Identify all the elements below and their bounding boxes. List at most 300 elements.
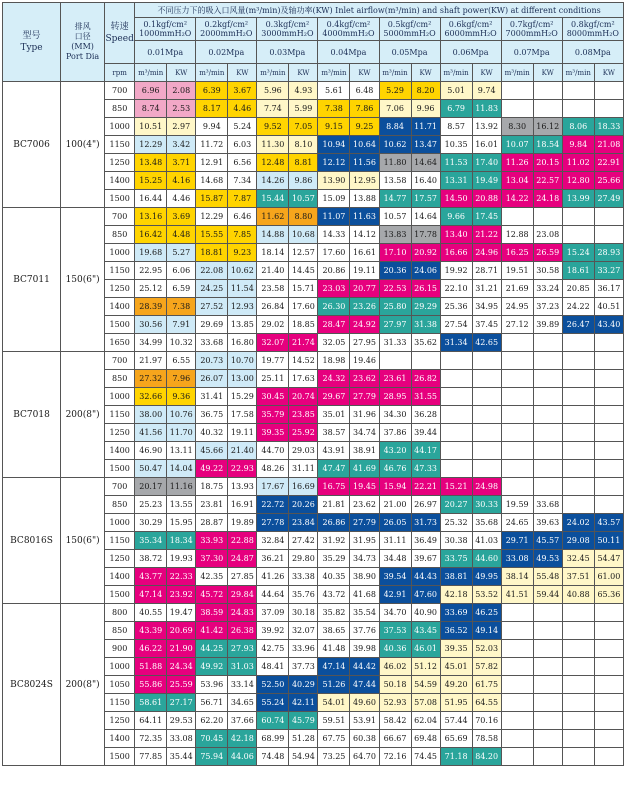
rpm-value: 1150 [105, 262, 135, 280]
flow-value: 25.11 [257, 370, 289, 388]
power-value [472, 442, 501, 460]
flow-value: 15.21 [440, 478, 472, 496]
flow-value: 44.64 [257, 586, 289, 604]
flow-value: 37.09 [257, 604, 289, 622]
flow-value: 38.00 [135, 406, 167, 424]
flow-value: 15.25 [135, 172, 167, 190]
power-value: 21.90 [167, 640, 196, 658]
flow-value: 16.42 [135, 226, 167, 244]
power-unit-header: KW [594, 64, 623, 82]
power-value: 23.62 [350, 496, 379, 514]
flow-value: 62.20 [196, 712, 228, 730]
power-value: 24.18 [533, 190, 562, 208]
flow-value: 46.90 [135, 442, 167, 460]
flow-value: 35.82 [318, 604, 350, 622]
pressure-header [501, 18, 562, 41]
power-value [533, 604, 562, 622]
flow-value: 8.06 [562, 118, 594, 136]
power-value: 49.60 [350, 694, 379, 712]
power-value: 10.68 [289, 226, 318, 244]
power-value: 46.01 [411, 640, 440, 658]
power-value: 39.63 [533, 514, 562, 532]
power-value: 16.61 [350, 244, 379, 262]
type-header [3, 3, 61, 82]
flow-value: 56.71 [196, 694, 228, 712]
flow-value: 48.41 [257, 658, 289, 676]
rpm-value: 1250 [105, 712, 135, 730]
flow-value: 26.47 [562, 316, 594, 334]
flow-value: 54.01 [318, 694, 350, 712]
power-value: 33.96 [289, 640, 318, 658]
power-unit-header: KW [289, 64, 318, 82]
flow-value: 26.07 [196, 370, 228, 388]
flow-value: 13.90 [318, 172, 350, 190]
power-value: 37.23 [533, 298, 562, 316]
flow-value: 49.22 [196, 460, 228, 478]
power-value: 20.92 [411, 244, 440, 262]
power-value: 23.08 [533, 226, 562, 244]
flow-value [562, 478, 594, 496]
power-value: 18.33 [594, 118, 623, 136]
flow-value: 74.48 [257, 748, 289, 766]
power-value [594, 334, 623, 352]
power-value: 42.65 [472, 334, 501, 352]
flow-value: 8.84 [379, 118, 411, 136]
power-value: 43.40 [594, 316, 623, 334]
flow-value: 14.50 [440, 190, 472, 208]
flow-value: 14.26 [257, 172, 289, 190]
power-value: 39.67 [411, 550, 440, 568]
power-value: 57.82 [472, 658, 501, 676]
flow-value [562, 208, 594, 226]
flow-value: 32.05 [318, 334, 350, 352]
power-value: 35.68 [472, 514, 501, 532]
flow-value: 9.15 [318, 118, 350, 136]
power-value: 6.06 [167, 262, 196, 280]
flow-value: 44.70 [257, 442, 289, 460]
flow-value: 25.23 [135, 496, 167, 514]
flow-value: 55.86 [135, 676, 167, 694]
flow-value: 50.18 [379, 676, 411, 694]
power-value: 19.47 [167, 604, 196, 622]
flow-value: 26.86 [318, 514, 350, 532]
power-value: 23.84 [289, 514, 318, 532]
flow-value [440, 442, 472, 460]
flow-value: 29.71 [501, 532, 533, 550]
power-value: 29.80 [289, 550, 318, 568]
power-value: 31.73 [411, 514, 440, 532]
power-unit-header: KW [167, 64, 196, 82]
flow-value: 31.11 [379, 532, 411, 550]
flow-value [501, 712, 533, 730]
power-value: 30.58 [533, 262, 562, 280]
power-value: 36.28 [411, 406, 440, 424]
flow-value: 72.16 [379, 748, 411, 766]
power-value: 46.25 [472, 604, 501, 622]
power-value: 31.95 [350, 532, 379, 550]
rpm-value: 1000 [105, 118, 135, 136]
power-value: 34.73 [350, 550, 379, 568]
flow-value: 11.30 [257, 136, 289, 154]
flow-value: 11.72 [196, 136, 228, 154]
flow-value: 58.61 [135, 694, 167, 712]
power-value: 26.97 [411, 496, 440, 514]
power-value: 22.21 [411, 478, 440, 496]
power-value [533, 352, 562, 370]
power-value: 20.88 [472, 190, 501, 208]
flow-value: 31.34 [440, 334, 472, 352]
flow-value: 60.74 [257, 712, 289, 730]
flow-value: 10.94 [318, 136, 350, 154]
power-value: 29.03 [289, 442, 318, 460]
power-value [594, 352, 623, 370]
rpm-value: 800 [105, 604, 135, 622]
flow-value: 48.26 [257, 460, 289, 478]
rpm-value: 850 [105, 226, 135, 244]
power-value: 33.14 [228, 676, 257, 694]
port-dia: 200(8") [61, 604, 105, 766]
power-value: 38.90 [350, 568, 379, 586]
power-value: 45.57 [533, 532, 562, 550]
flow-unit-header: m³/min [501, 64, 533, 82]
table-row [3, 208, 624, 226]
flow-value [501, 658, 533, 676]
power-value: 64.70 [350, 748, 379, 766]
power-value: 12.57 [289, 244, 318, 262]
power-value: 3.69 [167, 208, 196, 226]
flow-value: 20.73 [196, 352, 228, 370]
power-value: 33.68 [533, 496, 562, 514]
flow-value: 45.01 [440, 658, 472, 676]
power-value: 7.05 [289, 118, 318, 136]
flow-value: 36.21 [257, 550, 289, 568]
flow-value: 8.57 [440, 118, 472, 136]
power-value: 21.08 [594, 136, 623, 154]
flow-value: 51.88 [135, 658, 167, 676]
power-value: 26.38 [228, 622, 257, 640]
flow-value: 24.25 [196, 280, 228, 298]
pressure-header [257, 18, 318, 41]
power-value: 27.42 [289, 532, 318, 550]
power-value: 30.18 [289, 604, 318, 622]
power-value: 9.86 [289, 172, 318, 190]
power-value [594, 100, 623, 118]
flow-value: 32.45 [562, 550, 594, 568]
power-value: 4.48 [167, 226, 196, 244]
flow-value: 27.54 [440, 316, 472, 334]
power-value: 17.60 [289, 298, 318, 316]
flow-value: 23.03 [318, 280, 350, 298]
rpm-value: 1150 [105, 406, 135, 424]
flow-value: 25.36 [440, 298, 472, 316]
power-value [533, 640, 562, 658]
flow-value: 15.55 [196, 226, 228, 244]
flow-value: 18.14 [257, 244, 289, 262]
flow-value: 13.31 [440, 172, 472, 190]
flow-value: 40.32 [196, 424, 228, 442]
flow-value: 13.48 [135, 154, 167, 172]
pressure-mmh2o: 5000mmH₂O [383, 29, 436, 38]
speed-header [105, 3, 135, 64]
power-value: 17.58 [228, 406, 257, 424]
power-value [472, 460, 501, 478]
port-dia-header-en: Port Dia [66, 52, 100, 61]
flow-value: 15.09 [318, 190, 350, 208]
flow-value: 39.35 [257, 424, 289, 442]
port-dia-header-cn1: 排风 [74, 22, 91, 31]
flow-value: 13.83 [379, 226, 411, 244]
pressure-kgf: 0.8kgf/cm² [571, 20, 615, 29]
power-value: 27.17 [167, 694, 196, 712]
power-value: 22.93 [228, 460, 257, 478]
power-value: 27.79 [350, 388, 379, 406]
power-value: 4.46 [167, 190, 196, 208]
power-value: 31.11 [289, 460, 318, 478]
rpm-value: 1150 [105, 532, 135, 550]
flow-value: 29.02 [257, 316, 289, 334]
power-value: 35.62 [411, 334, 440, 352]
power-value: 31.03 [228, 658, 257, 676]
power-value: 21.74 [289, 334, 318, 352]
rpm-header: rpm [105, 64, 135, 82]
pressure-mpa: 0.03Mpa [257, 41, 318, 64]
power-value: 25.92 [289, 424, 318, 442]
power-value: 4.93 [289, 82, 318, 100]
power-value: 17.78 [411, 226, 440, 244]
power-value: 40.29 [289, 676, 318, 694]
power-value: 31.38 [411, 316, 440, 334]
power-value [533, 658, 562, 676]
flow-value: 37.53 [379, 622, 411, 640]
power-value [594, 730, 623, 748]
rpm-value: 1000 [105, 244, 135, 262]
power-value: 28.93 [594, 244, 623, 262]
flow-value: 35.01 [318, 406, 350, 424]
power-value: 16.69 [289, 478, 318, 496]
flow-value [501, 730, 533, 748]
power-value: 2.08 [167, 82, 196, 100]
flow-value [562, 640, 594, 658]
power-value: 17.40 [472, 154, 501, 172]
power-value: 8.20 [411, 82, 440, 100]
flow-value: 33.75 [440, 550, 472, 568]
flow-value: 5.29 [379, 82, 411, 100]
power-value [533, 478, 562, 496]
power-value: 24.98 [472, 478, 501, 496]
table-row [3, 604, 624, 622]
flow-value: 20.85 [562, 280, 594, 298]
flow-value: 38.57 [318, 424, 350, 442]
power-value: 49.95 [472, 568, 501, 586]
flow-value: 39.35 [440, 640, 472, 658]
power-value: 70.16 [472, 712, 501, 730]
power-value: 34.95 [472, 298, 501, 316]
flow-value [562, 496, 594, 514]
flow-value: 22.08 [196, 262, 228, 280]
power-value: 23.62 [350, 370, 379, 388]
power-value: 11.71 [411, 118, 440, 136]
power-value: 2.97 [167, 118, 196, 136]
power-value: 2.53 [167, 100, 196, 118]
power-value: 65.36 [594, 586, 623, 604]
power-value: 61.75 [472, 676, 501, 694]
pressure-mpa: 0.07Mpa [501, 41, 562, 64]
pressure-header [318, 18, 379, 41]
flow-value: 14.22 [501, 190, 533, 208]
power-value [533, 406, 562, 424]
power-value: 25.59 [167, 676, 196, 694]
power-value: 64.55 [472, 694, 501, 712]
flow-value [440, 388, 472, 406]
flow-value: 38.65 [318, 622, 350, 640]
power-value: 26.59 [533, 244, 562, 262]
power-value [594, 712, 623, 730]
flow-value [562, 622, 594, 640]
flow-value: 27.52 [196, 298, 228, 316]
flow-value: 37.86 [379, 424, 411, 442]
power-value [533, 676, 562, 694]
flow-value [501, 424, 533, 442]
flow-value: 59.51 [318, 712, 350, 730]
power-value: 9.74 [472, 82, 501, 100]
power-value: 10.76 [167, 406, 196, 424]
power-value: 14.12 [350, 226, 379, 244]
flow-value: 23.58 [257, 280, 289, 298]
flow-value: 6.39 [196, 82, 228, 100]
power-value: 15.71 [289, 280, 318, 298]
flow-value: 41.51 [501, 586, 533, 604]
power-value: 5.99 [289, 100, 318, 118]
rpm-value: 1000 [105, 658, 135, 676]
port-dia: 200(8") [61, 352, 105, 478]
flow-value: 33.68 [196, 334, 228, 352]
power-value: 38.91 [350, 442, 379, 460]
model-type: BC8016S [3, 478, 61, 604]
power-value: 20.69 [167, 622, 196, 640]
pressure-mpa: 0.05Mpa [379, 41, 440, 64]
power-value: 16.01 [472, 136, 501, 154]
power-value: 33.08 [167, 730, 196, 748]
power-value: 44.06 [228, 748, 257, 766]
flow-value: 75.94 [196, 748, 228, 766]
power-value: 20.26 [289, 496, 318, 514]
power-value: 24.34 [167, 658, 196, 676]
flow-value: 16.25 [501, 244, 533, 262]
power-value: 7.87 [228, 190, 257, 208]
power-value [594, 658, 623, 676]
pressure-mmh2o: 7000mmH₂O [505, 29, 558, 38]
flow-value: 13.04 [501, 172, 533, 190]
port-dia: 150(6") [61, 478, 105, 604]
flow-value [379, 352, 411, 370]
power-value: 26.15 [411, 280, 440, 298]
power-value: 36.49 [411, 532, 440, 550]
flow-value: 77.85 [135, 748, 167, 766]
flow-value: 5.61 [318, 82, 350, 100]
flow-value: 35.34 [135, 532, 167, 550]
power-value: 40.90 [411, 604, 440, 622]
flow-value: 20.36 [379, 262, 411, 280]
power-value: 19.93 [167, 550, 196, 568]
flow-unit-header: m³/min [196, 64, 228, 82]
flow-value [562, 442, 594, 460]
rpm-value: 850 [105, 370, 135, 388]
speed-header-en: Speed [105, 34, 134, 44]
power-value: 6.59 [167, 280, 196, 298]
flow-value: 25.12 [135, 280, 167, 298]
rpm-value: 1250 [105, 424, 135, 442]
flow-value: 38.59 [196, 604, 228, 622]
flow-value: 40.36 [379, 640, 411, 658]
flow-value [562, 694, 594, 712]
flow-value: 27.12 [501, 316, 533, 334]
table-row [3, 352, 624, 370]
flow-value: 25.32 [440, 514, 472, 532]
power-value: 13.47 [411, 136, 440, 154]
flow-value [440, 370, 472, 388]
flow-value: 14.77 [379, 190, 411, 208]
flow-value: 13.16 [135, 208, 167, 226]
power-value: 22.91 [594, 154, 623, 172]
pressure-header [135, 18, 196, 41]
table-title: 不同压力下的吸入口风量(m³/min)及轴功率(KW) Inlet airflow(m³/min) and shaft power(KW) at different conditions [135, 3, 624, 18]
flow-value: 9.94 [196, 118, 228, 136]
flow-value: 71.18 [440, 748, 472, 766]
power-value [533, 460, 562, 478]
flow-value: 31.92 [318, 532, 350, 550]
flow-value: 17.60 [318, 244, 350, 262]
power-value: 7.38 [167, 298, 196, 316]
flow-value: 12.12 [318, 154, 350, 172]
flow-value: 22.53 [379, 280, 411, 298]
power-value: 84.20 [472, 748, 501, 766]
speed-header-cn: 转速 [110, 22, 129, 32]
flow-value [501, 694, 533, 712]
flow-value: 11.80 [379, 154, 411, 172]
power-value: 45.79 [289, 712, 318, 730]
power-value: 8.80 [289, 208, 318, 226]
pressure-mpa: 0.02Mpa [196, 41, 257, 64]
power-value: 44.60 [472, 550, 501, 568]
flow-value [562, 712, 594, 730]
flow-value: 43.91 [318, 442, 350, 460]
flow-value [562, 226, 594, 244]
power-value: 24.87 [228, 550, 257, 568]
power-value: 5.24 [228, 118, 257, 136]
flow-value: 34.48 [379, 550, 411, 568]
flow-value: 24.32 [318, 370, 350, 388]
flow-value: 23.61 [379, 370, 411, 388]
power-value: 7.96 [167, 370, 196, 388]
pressure-mmh2o: 2000mmH₂O [200, 29, 253, 38]
power-value: 54.94 [289, 748, 318, 766]
power-value: 13.88 [350, 190, 379, 208]
flow-value: 20.17 [135, 478, 167, 496]
power-value: 39.44 [411, 424, 440, 442]
power-value [533, 388, 562, 406]
power-value: 44.17 [411, 442, 440, 460]
flow-value [501, 370, 533, 388]
power-value: 54.59 [411, 676, 440, 694]
flow-value: 47.47 [318, 460, 350, 478]
power-value: 27.85 [228, 568, 257, 586]
power-value: 9.23 [228, 244, 257, 262]
flow-value [562, 406, 594, 424]
flow-value: 11.07 [318, 208, 350, 226]
port-dia-header-mm: (MM) [71, 42, 94, 51]
flow-value [501, 388, 533, 406]
power-value: 10.64 [350, 136, 379, 154]
